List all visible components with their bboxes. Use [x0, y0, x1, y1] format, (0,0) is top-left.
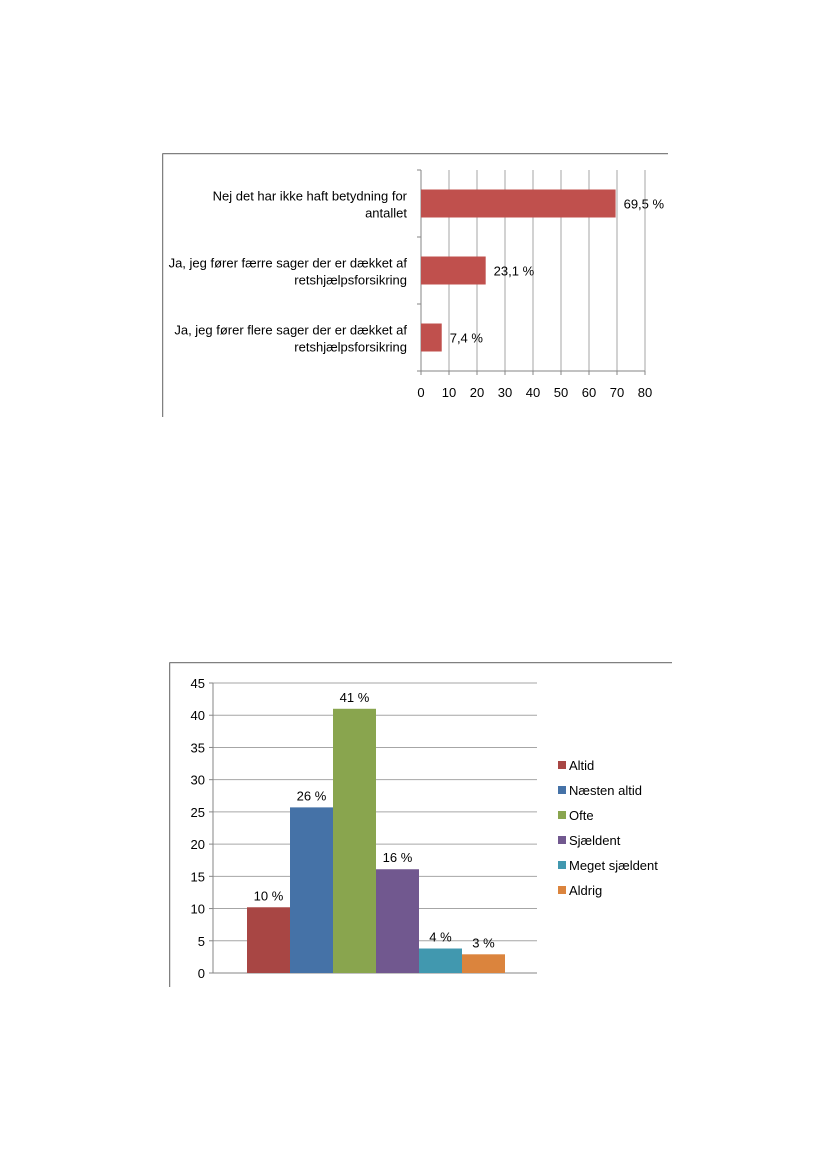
y-tick-label: 0	[197, 966, 205, 981]
category-label: Nej det har ikke haft betydning for	[212, 188, 407, 204]
data-label: 7,4 %	[449, 330, 483, 346]
data-label: 10 %	[253, 888, 284, 904]
bar-2	[421, 257, 486, 285]
c1-text	[169, 189, 665, 401]
c2-legend	[558, 758, 658, 898]
legend-swatch	[558, 786, 566, 794]
legend-label: Altid	[569, 758, 595, 773]
data-label: 23,1 %	[493, 263, 535, 279]
category-label: retshjælpsforsikring	[294, 339, 407, 355]
data-label: 4 %	[429, 929, 452, 945]
y-tick-label: 25	[190, 804, 205, 820]
x-tick-label: 0	[417, 385, 425, 400]
bar-aldrig	[462, 954, 505, 973]
legend-swatch	[558, 761, 566, 769]
legend-swatch	[558, 811, 566, 819]
c2-axes	[170, 663, 673, 988]
x-tick-label: 30	[497, 385, 513, 400]
y-tick-label: 35	[190, 740, 205, 756]
horizontal-bar-chart-svg	[162, 153, 668, 417]
legend-swatch	[558, 861, 566, 869]
data-label: 3 %	[472, 935, 495, 951]
category-label: Ja, jeg fører færre sager der er dækket af	[168, 255, 407, 271]
legend-label: Ofte	[569, 808, 594, 823]
y-tick-label: 10	[190, 901, 205, 917]
x-tick-label: 40	[525, 385, 541, 400]
y-tick-label: 20	[190, 837, 205, 853]
c2-bars	[247, 709, 505, 973]
x-tick-label: 10	[441, 385, 457, 400]
y-tick-label: 30	[190, 772, 205, 788]
data-label: 69,5 %	[623, 196, 665, 212]
bar-1	[421, 190, 616, 218]
bar-altid	[247, 907, 290, 973]
y-tick-label: 15	[190, 869, 205, 885]
data-label: 26 %	[296, 788, 327, 804]
legend-label: Næsten altid	[569, 783, 642, 798]
x-tick-label: 80	[637, 385, 653, 400]
x-tick-label: 50	[553, 385, 569, 400]
category-label: retshjælpsforsikring	[294, 272, 407, 288]
x-tick-label: 70	[609, 385, 625, 400]
bar-sjældent	[376, 869, 419, 973]
category-label: antallet	[365, 205, 407, 221]
bar-næsten-altid	[290, 807, 333, 973]
data-label: 41 %	[339, 689, 370, 705]
vertical-bar-chart	[169, 662, 672, 987]
bar-3	[421, 324, 442, 352]
y-tick-label: 5	[197, 933, 205, 949]
legend-swatch	[558, 836, 566, 844]
horizontal-bar-chart	[162, 153, 668, 417]
bar-meget-sjældent	[419, 949, 462, 973]
legend-label: Aldrig	[569, 883, 603, 898]
legend-swatch	[558, 886, 566, 894]
vertical-bar-chart-svg	[169, 662, 672, 987]
data-label: 16 %	[382, 850, 413, 866]
category-label: Ja, jeg fører flere sager der er dækket af	[174, 322, 407, 338]
y-tick-label: 45	[190, 676, 205, 691]
legend-label: Meget sjældent	[569, 858, 658, 873]
x-tick-label: 20	[469, 385, 485, 400]
bar-ofte	[333, 709, 376, 973]
x-tick-label: 60	[581, 385, 597, 400]
y-tick-label: 40	[190, 708, 205, 724]
legend-label: Sjældent	[569, 833, 621, 848]
